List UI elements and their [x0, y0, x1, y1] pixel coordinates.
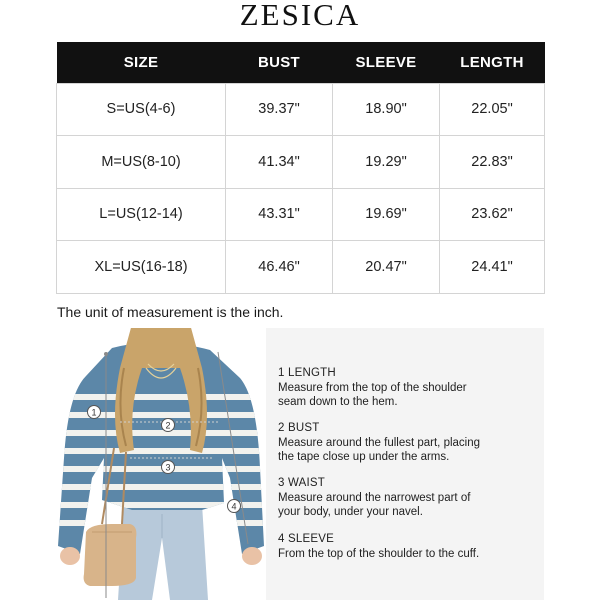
guide-title: 4 SLEEVE	[278, 533, 334, 545]
guide-description: seam down to the hem.	[278, 396, 398, 408]
header-length: LENGTH	[440, 42, 545, 83]
model-photo	[52, 328, 266, 600]
cell-size: M=US(8-10)	[57, 136, 226, 189]
guide-description: Measure from the top of the shoulder	[278, 381, 467, 394]
guide-description: the tape close up under the arms.	[278, 451, 450, 463]
cell-sleeve: 20.47"	[333, 241, 440, 294]
guide-title: 2 BUST	[278, 422, 320, 434]
guide-length	[278, 366, 540, 410]
cell-length: 24.41"	[440, 241, 545, 294]
cell-sleeve: 19.29"	[333, 136, 440, 189]
guide-description: your body, under your navel.	[278, 506, 423, 518]
table-row	[57, 188, 545, 241]
measurement-guide	[266, 328, 544, 600]
guide-description: Measure around the fullest part, placing	[278, 436, 481, 449]
cell-bust: 46.46"	[226, 241, 333, 294]
model-illustration	[52, 328, 266, 600]
cell-size: L=US(12-14)	[57, 188, 226, 241]
cell-sleeve: 19.69"	[333, 188, 440, 241]
guide-bust	[278, 421, 540, 465]
header-bust: BUST	[226, 42, 333, 83]
table-row	[57, 136, 545, 189]
unit-note: The unit of measurement is the inch.	[57, 304, 284, 320]
cell-sleeve: 18.90"	[333, 83, 440, 136]
size-chart-table	[56, 42, 545, 294]
marker-sleeve	[228, 500, 241, 513]
table-header-row	[57, 42, 545, 83]
cell-bust: 43.31"	[226, 188, 333, 241]
guide-waist	[278, 476, 540, 520]
cell-size: S=US(4-6)	[57, 83, 226, 136]
cell-size: XL=US(16-18)	[57, 241, 226, 294]
guide-description: Measure around the narrowest part of	[278, 491, 471, 504]
cell-bust: 41.34"	[226, 136, 333, 189]
guide-title: 3 WAIST	[278, 477, 325, 489]
marker-bust	[162, 419, 175, 432]
cell-length: 22.83"	[440, 136, 545, 189]
guide-sleeve	[278, 532, 540, 561]
table-row	[57, 241, 545, 294]
marker-label: 1	[91, 407, 97, 418]
cell-length: 22.05"	[440, 83, 545, 136]
header-size: SIZE	[57, 42, 226, 83]
cell-length: 23.62"	[440, 188, 545, 241]
guide-description: From the top of the shoulder to the cuff.	[278, 547, 480, 560]
marker-label: 4	[231, 501, 237, 512]
marker-waist	[162, 461, 175, 474]
marker-length	[88, 406, 101, 419]
cell-bust: 39.37"	[226, 83, 333, 136]
table-row	[57, 83, 545, 136]
header-sleeve: SLEEVE	[333, 42, 440, 83]
marker-label: 2	[165, 420, 171, 431]
brand-logo: ZESICA	[239, 0, 361, 32]
guide-title: 1 LENGTH	[278, 367, 336, 379]
marker-label: 3	[165, 462, 171, 473]
